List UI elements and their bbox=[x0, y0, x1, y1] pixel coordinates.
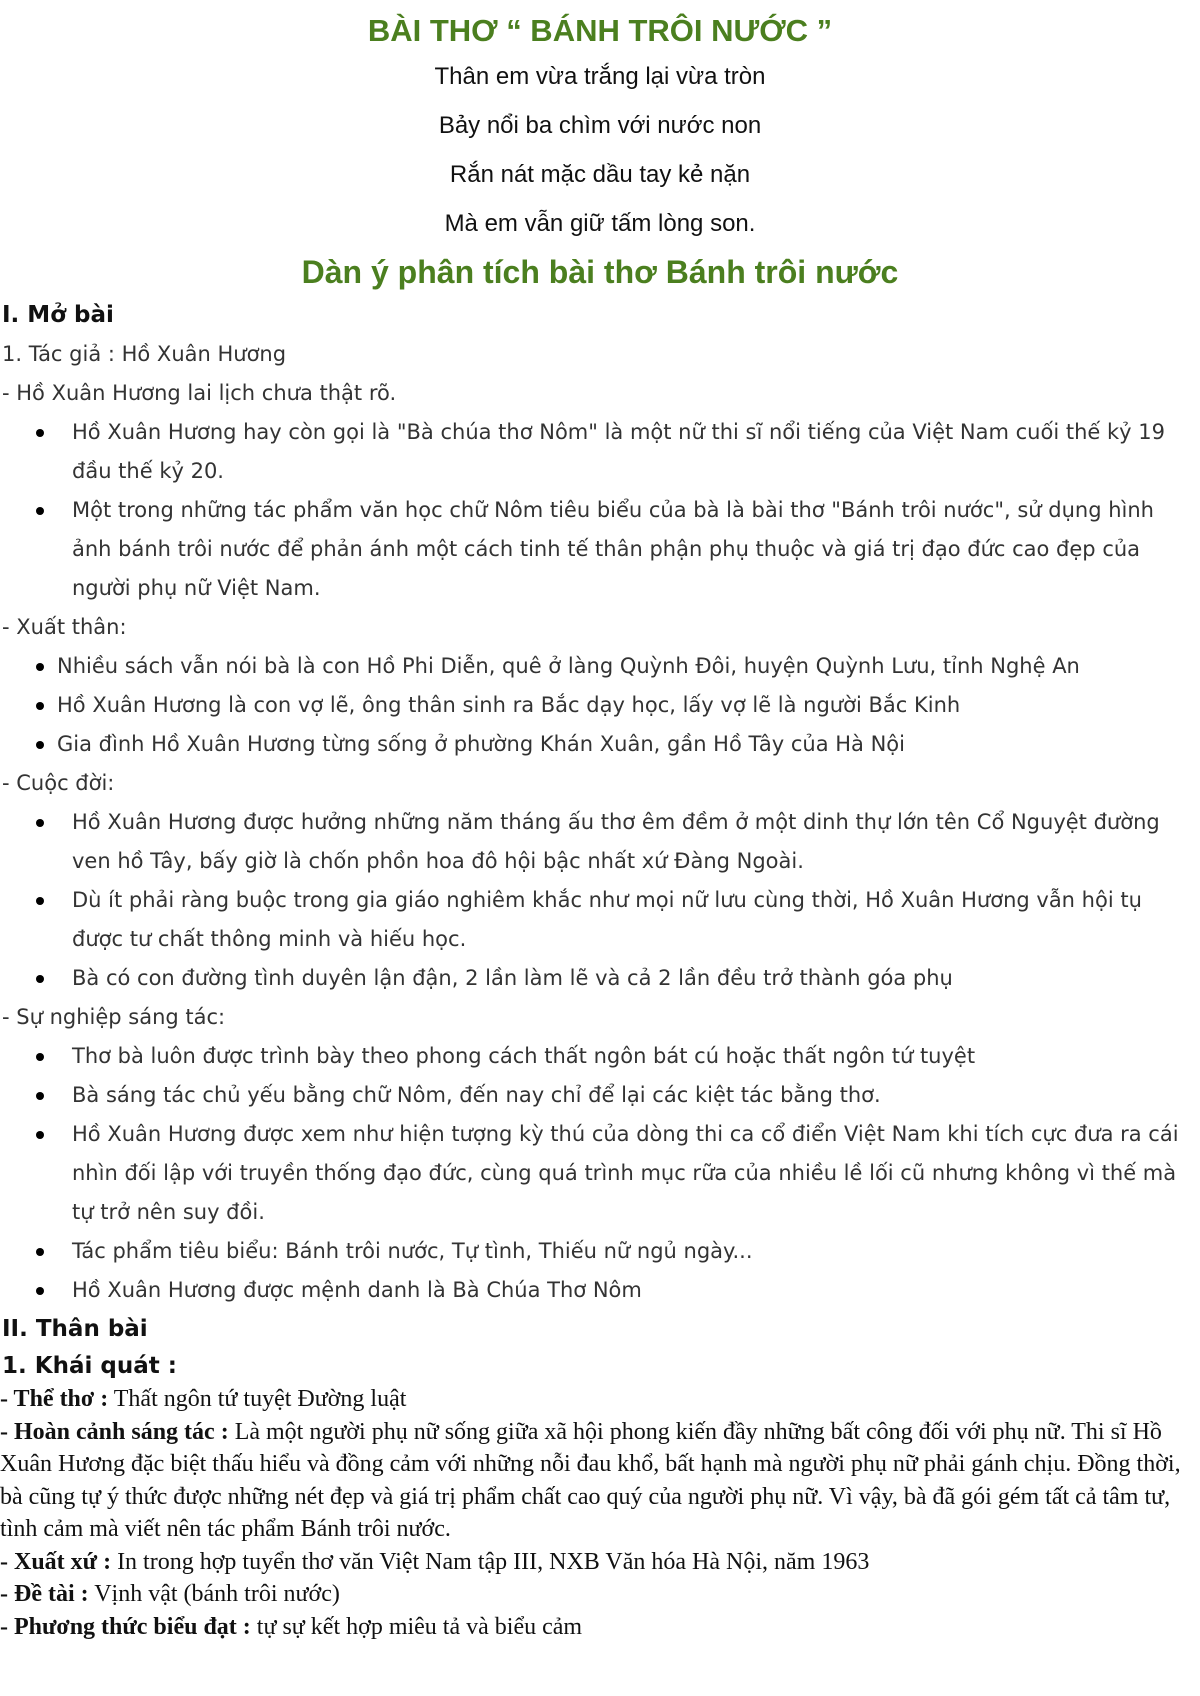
list-item: Hồ Xuân Hương được mệnh danh là Bà Chúa Thơ Nôm bbox=[0, 1271, 1200, 1310]
genre-paragraph bbox=[0, 1383, 1192, 1416]
career-list bbox=[0, 1037, 1200, 1310]
career-line: - Sự nghiệp sáng tác: bbox=[2, 1005, 226, 1029]
section-heading-intro: I. Mở bài bbox=[2, 302, 114, 328]
background-list bbox=[0, 647, 1200, 764]
author-line: 1. Tác giả : Hồ Xuân Hương bbox=[2, 342, 287, 366]
list-item: Tác phẩm tiêu biểu: Bánh trôi nước, Tự tình, Thiếu nữ ngủ ngày... bbox=[0, 1232, 1200, 1271]
list-item: Một trong những tác phẩm văn học chữ Nôm tiêu biểu của bà là bài thơ "Bánh trôi nước", sử dụng hình ảnh bánh trôi nước để phản ánh một cách tinh tế thân phận phụ thuộc và giá trị đạo đức cao đẹp của người phụ nữ Việt Nam. bbox=[0, 491, 1200, 608]
background-line: - Xuất thân: bbox=[2, 615, 127, 639]
life-line: - Cuộc đời: bbox=[2, 771, 115, 795]
list-item: Hồ Xuân Hương được hưởng những năm tháng ấu thơ êm đềm ở một dinh thự lớn tên Cổ Nguyệt đường ven hồ Tây, bấy giờ là chốn phồn hoa đô hội bậc nhất xứ Đàng Ngoài. bbox=[0, 803, 1200, 881]
section-heading-body: II. Thân bài bbox=[2, 1316, 148, 1342]
list-item: Nhiều sách vẫn nói bà là con Hồ Phi Diễn, quê ở làng Quỳnh Đôi, huyện Quỳnh Lưu, tỉnh Nghệ An bbox=[0, 647, 1200, 686]
list-item: Thơ bà luôn được trình bày theo phong cách thất ngôn bát cú hoặc thất ngôn tứ tuyệt bbox=[0, 1037, 1200, 1076]
method-paragraph bbox=[0, 1611, 1192, 1644]
method-label: - Phương thức biểu đạt : bbox=[0, 1613, 251, 1640]
topic-text: Vịnh vật (bánh trôi nước) bbox=[88, 1581, 340, 1607]
poem-line: Thân em vừa trắng lại vừa tròn bbox=[434, 63, 766, 90]
context-text: Là một người phụ nữ sống giữa xã hội phong kiến đầy những bất công đối với phụ nữ. Thi sĩ Hồ Xuân Hương đặc biệt thấu hiểu và đồng cảm với những nỗi đau khổ, bất hạnh mà người phụ nữ phải gánh chịu. Đồng thời, bà cũng tự ý thức được những nét đẹp và giá trị phẩm chất cao quý của người phụ nữ. Vì vậy, bà đã gói gém tất cả tâm tư, tình cảm mà viết nên tác phẩm Bánh trôi nước. bbox=[0, 1418, 1181, 1542]
outline-title: Dàn ý phân tích bài thơ Bánh trôi nước bbox=[301, 254, 899, 290]
method-text: tự sự kết hợp miêu tả và biểu cảm bbox=[250, 1613, 583, 1640]
list-item: Bà sáng tác chủ yếu bằng chữ Nôm, đến nay chỉ để lại các kiệt tác bằng thơ. bbox=[0, 1076, 1200, 1115]
topic-label: - Đề tài : bbox=[0, 1581, 89, 1607]
poem-line: Bảy nổi ba chìm với nước non bbox=[438, 112, 762, 139]
list-item: Hồ Xuân Hương hay còn gọi là "Bà chúa thơ Nôm" là một nữ thi sĩ nổi tiếng của Việt Nam cuối thế kỷ 19 đầu thế kỷ 20. bbox=[0, 413, 1200, 491]
topic-paragraph bbox=[0, 1578, 1192, 1611]
genre-text: Thất ngôn tứ tuyệt Đường luật bbox=[108, 1386, 407, 1412]
source-label: - Xuất xứ : bbox=[0, 1548, 112, 1575]
genre-label: - Thể thơ : bbox=[0, 1386, 109, 1412]
poem-title: BÀI THƠ “ BÁNH TRÔI NƯỚC ” bbox=[367, 13, 833, 48]
origin-list bbox=[0, 413, 1200, 608]
list-item: Gia đình Hồ Xuân Hương từng sống ở phường Khán Xuân, gần Hồ Tây của Hà Nội bbox=[0, 725, 1200, 764]
list-item: Hồ Xuân Hương được xem như hiện tượng kỳ thú của dòng thi ca cổ điển Việt Nam khi tích cực đưa ra cái nhìn đối lập với truyền thống đạo đức, cùng quá trình mục rữa của nhiều lề lối cũ nhưng không vì thế mà tự trở nên suy đồi. bbox=[0, 1115, 1200, 1232]
subsection-heading-overview: 1. Khái quát : bbox=[2, 1353, 177, 1379]
poem-line: Rắn nát mặc dầu tay kẻ nặn bbox=[449, 161, 751, 188]
list-item: Bà có con đường tình duyên lận đận, 2 lần làm lẽ và cả 2 lần đều trở thành góa phụ bbox=[0, 959, 1200, 998]
origin-line: - Hồ Xuân Hương lai lịch chưa thật rõ. bbox=[2, 381, 397, 405]
list-item: Hồ Xuân Hương là con vợ lẽ, ông thân sinh ra Bắc dạy học, lấy vợ lẽ là người Bắc Kinh bbox=[0, 686, 1200, 725]
overview-block bbox=[0, 1383, 1200, 1643]
source-text: In trong hợp tuyển thơ văn Việt Nam tập III, NXB Văn hóa Hà Nội, năm 1963 bbox=[111, 1548, 870, 1575]
list-item: Dù ít phải ràng buộc trong gia giáo nghiêm khắc như mọi nữ lưu cùng thời, Hồ Xuân Hương vẫn hội tụ được tư chất thông minh và hiếu học. bbox=[0, 881, 1200, 959]
context-label: - Hoàn cảnh sáng tác : bbox=[0, 1418, 229, 1445]
poem-line: Mà em vẫn giữ tấm lòng son. bbox=[444, 210, 756, 237]
poem-block bbox=[0, 52, 1200, 248]
life-list bbox=[0, 803, 1200, 998]
context-paragraph bbox=[0, 1416, 1192, 1546]
source-paragraph bbox=[0, 1546, 1192, 1579]
